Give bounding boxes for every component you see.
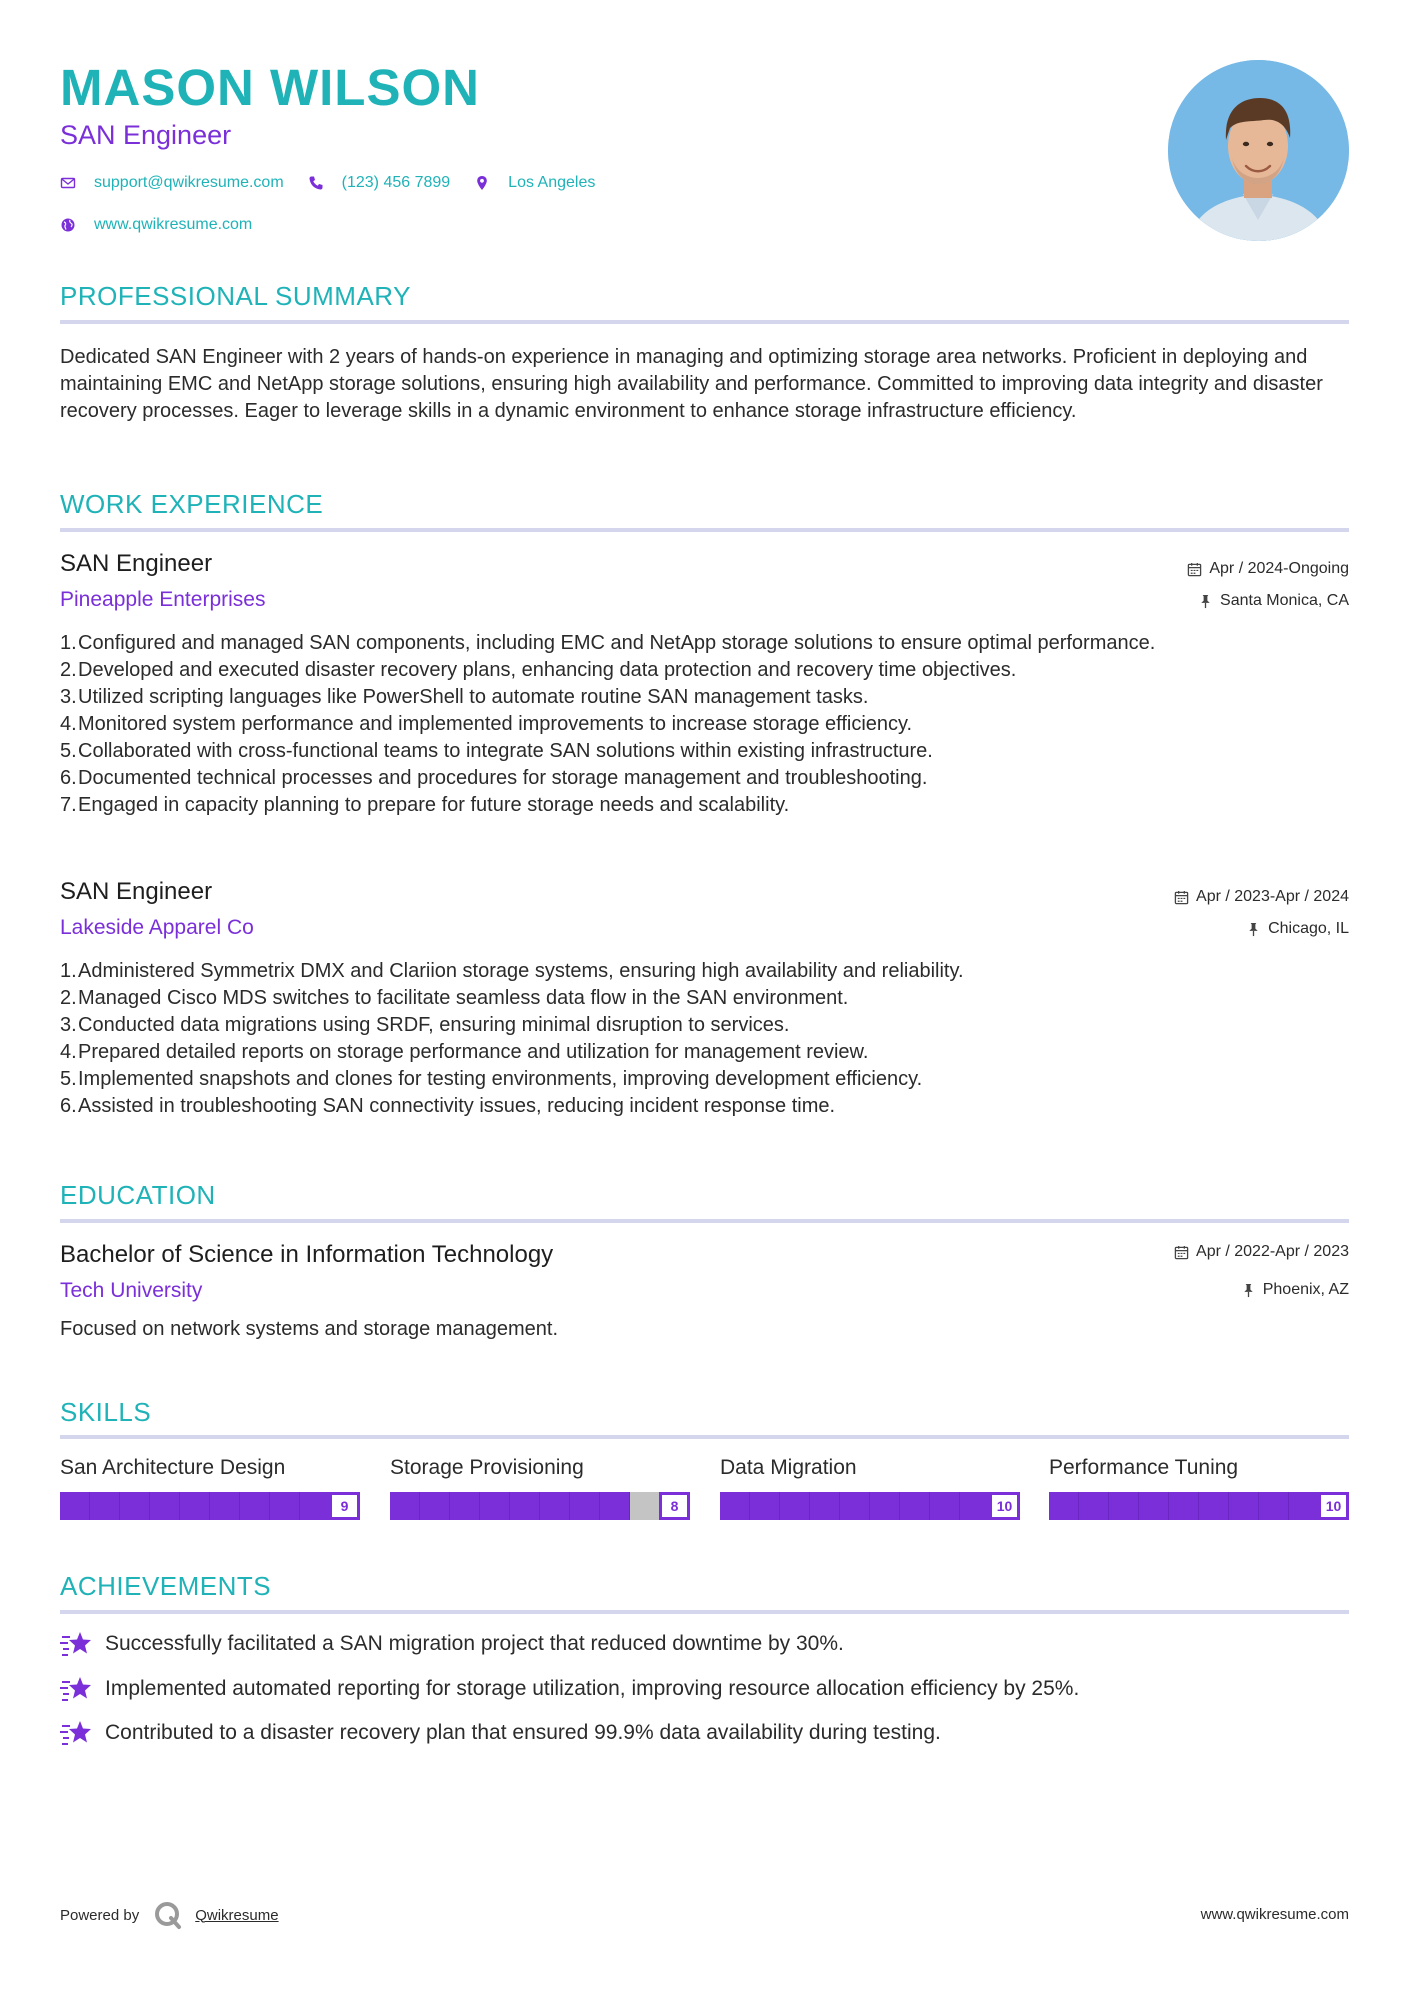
skill-name: San Architecture Design	[60, 1456, 286, 1479]
skill-item	[390, 1456, 690, 1520]
skill-segment	[810, 1492, 840, 1520]
skill-segment	[750, 1492, 780, 1520]
section-divider	[60, 320, 1349, 324]
skill-segment	[390, 1492, 420, 1520]
skill-segment	[60, 1492, 90, 1520]
skill-level-value: 10	[1318, 1492, 1349, 1520]
skill-segment	[1229, 1492, 1259, 1520]
skill-segment	[150, 1492, 180, 1520]
company-name: Pineapple Enterprises	[60, 588, 266, 611]
skill-segment	[600, 1492, 630, 1520]
skill-segment	[210, 1492, 240, 1520]
skill-segment	[420, 1492, 450, 1520]
footer-powered-by	[60, 1900, 279, 1930]
contact-row-primary	[60, 174, 619, 192]
skill-level-bar	[1049, 1492, 1349, 1520]
skill-segment	[510, 1492, 540, 1520]
skill-segment	[1109, 1492, 1139, 1520]
location-text: Los Angeles	[508, 174, 596, 191]
section-divider	[60, 1610, 1349, 1614]
section-divider	[60, 1435, 1349, 1439]
job-responsibilities	[60, 630, 1300, 819]
job-responsibilities	[60, 958, 1300, 1120]
pushpin-icon	[1241, 1283, 1256, 1298]
pushpin-icon	[1198, 594, 1213, 609]
summary-heading: PROFESSIONAL SUMMARY	[60, 281, 411, 311]
education-description: Focused on network systems and storage management.	[60, 1318, 559, 1340]
skill-level-value: 9	[329, 1492, 360, 1520]
skill-segment	[240, 1492, 270, 1520]
list-item: 5. Collaborated with cross-functional teams to integrate SAN solutions within existing infrastructure.	[60, 740, 933, 762]
skill-segment	[1139, 1492, 1169, 1520]
skill-segment	[840, 1492, 870, 1520]
calendar-icon	[1174, 1245, 1189, 1260]
skill-level-value: 8	[659, 1492, 690, 1520]
job-title: SAN Engineer	[60, 878, 213, 905]
calendar-icon	[1174, 890, 1189, 905]
skill-segment	[450, 1492, 480, 1520]
skills-heading: SKILLS	[60, 1397, 152, 1427]
achievement-text: Contributed to a disaster recovery plan that ensured 99.9% data availability during testing.	[105, 1721, 941, 1744]
job-dates-text: Apr / 2023-Apr / 2024	[1196, 888, 1349, 905]
phone-icon	[308, 175, 324, 191]
skill-segment	[480, 1492, 510, 1520]
job-title: SAN Engineer	[60, 550, 213, 577]
skill-segment	[270, 1492, 300, 1520]
company-name: Lakeside Apparel Co	[60, 916, 254, 939]
calendar-icon	[1187, 562, 1202, 577]
education-dates-text: Apr / 2022-Apr / 2023	[1196, 1243, 1349, 1260]
list-item: 6. Documented technical processes and procedures for storage management and troubleshooting.	[60, 767, 928, 789]
skill-segment	[960, 1492, 990, 1520]
list-item: 4. Prepared detailed reports on storage performance and utilization for management review.	[60, 1041, 869, 1063]
job-dates	[1174, 888, 1349, 906]
job-location	[1246, 920, 1349, 938]
skill-level-value: 10	[989, 1492, 1020, 1520]
qwikresume-link[interactable]: Qwikresume	[195, 1906, 279, 1924]
skill-segment	[1289, 1492, 1319, 1520]
degree-title: Bachelor of Science in Information Technology	[60, 1241, 554, 1268]
skill-segment	[900, 1492, 930, 1520]
job-dates-text: Apr / 2024-Ongoing	[1209, 560, 1349, 577]
skill-segment	[540, 1492, 570, 1520]
profile-photo	[1168, 60, 1349, 241]
achievements-heading: ACHIEVEMENTS	[60, 1571, 272, 1601]
experience-heading: WORK EXPERIENCE	[60, 489, 324, 519]
list-item: 3. Conducted data migrations using SRDF, ensuring minimal disruption to services.	[60, 1014, 790, 1036]
skill-segment	[1049, 1492, 1079, 1520]
skill-segment	[1199, 1492, 1229, 1520]
shooting-star-icon	[60, 1630, 92, 1658]
globe-icon	[60, 217, 76, 233]
job-location	[1198, 592, 1349, 610]
list-item: 3. Utilized scripting languages like PowerShell to automate routine SAN management tasks.	[60, 686, 869, 708]
phone-number[interactable]: (123) 456 7899	[341, 174, 451, 191]
skill-segment	[720, 1492, 750, 1520]
pushpin-icon	[1246, 922, 1261, 937]
skill-segment	[300, 1492, 330, 1520]
skill-level-bar	[720, 1492, 1020, 1520]
envelope-icon	[60, 175, 76, 191]
powered-by-label: Powered by	[60, 1906, 140, 1924]
skill-segment	[870, 1492, 900, 1520]
list-item: 6. Assisted in troubleshooting SAN connectivity issues, reducing incident response time.	[60, 1095, 836, 1117]
education-dates	[1174, 1243, 1349, 1261]
skill-segment	[180, 1492, 210, 1520]
footer-url[interactable]: www.qwikresume.com	[1200, 1906, 1349, 1923]
achievement-text: Successfully facilitated a SAN migration project that reduced downtime by 30%.	[105, 1632, 844, 1655]
achievement-item	[60, 1719, 941, 1747]
list-item: 5. Implemented snapshots and clones for testing environments, improving development efficiency.	[60, 1068, 923, 1090]
list-item: 4. Monitored system performance and implemented improvements to increase storage efficiency.	[60, 713, 913, 735]
achievement-item	[60, 1630, 844, 1658]
skill-level-bar	[60, 1492, 360, 1520]
education-location	[1241, 1281, 1349, 1299]
skill-segment	[930, 1492, 960, 1520]
skill-segment	[570, 1492, 600, 1520]
section-divider	[60, 528, 1349, 532]
achievement-text: Implemented automated reporting for storage utilization, improving resource allocation efficiency by 25%.	[105, 1677, 1080, 1700]
skill-name: Performance Tuning	[1049, 1456, 1239, 1479]
skill-segment	[1079, 1492, 1109, 1520]
list-item: 1. Administered Symmetrix DMX and Clariion storage systems, ensuring high availability and reliability.	[60, 960, 964, 982]
summary-text: Dedicated SAN Engineer with 2 years of hands-on experience in managing and optimizing storage area networks. Proficient in deploying and maintaining EMC and NetApp storage solutions, ensuring high availability and performance. Committed to improving data integrity and disaster recovery processes. Eager to leverage skills in a dynamic environment to enhance storage infrastructure efficiency.	[60, 346, 1323, 422]
skill-item	[1049, 1456, 1349, 1520]
job-location-text: Chicago, IL	[1268, 920, 1349, 937]
skill-item	[720, 1456, 1020, 1520]
shooting-star-icon	[60, 1719, 92, 1747]
skill-level-bar	[390, 1492, 690, 1520]
school-name: Tech University	[60, 1279, 203, 1302]
list-item: 1. Configured and managed SAN components, including EMC and NetApp storage solutions to ensure optimal performance.	[60, 632, 1156, 654]
skill-segment	[630, 1492, 660, 1520]
skill-segment	[780, 1492, 810, 1520]
skill-name: Storage Provisioning	[390, 1456, 584, 1479]
list-item: 7. Engaged in capacity planning to prepare for future storage needs and scalability.	[60, 794, 790, 816]
map-pin-icon	[474, 175, 490, 191]
skill-segment	[1259, 1492, 1289, 1520]
skill-name: Data Migration	[720, 1456, 857, 1479]
qwikresume-logo-icon	[153, 1900, 183, 1930]
website-link[interactable]: www.qwikresume.com	[94, 216, 253, 233]
achievement-item	[60, 1675, 1079, 1703]
candidate-name: MASON WILSON	[60, 59, 480, 116]
shooting-star-icon	[60, 1675, 92, 1703]
skill-item	[60, 1456, 360, 1520]
section-divider	[60, 1219, 1349, 1223]
list-item: 2. Developed and executed disaster recovery plans, enhancing data protection and recovery time objectives.	[60, 659, 1017, 681]
list-item: 2. Managed Cisco MDS switches to facilitate seamless data flow in the SAN environment.	[60, 987, 849, 1009]
job-dates	[1187, 560, 1349, 578]
candidate-role: SAN Engineer	[60, 120, 232, 150]
education-heading: EDUCATION	[60, 1180, 216, 1210]
skill-segment	[90, 1492, 120, 1520]
skill-segment	[120, 1492, 150, 1520]
job-location-text: Santa Monica, CA	[1220, 592, 1349, 609]
email-link[interactable]: support@qwikresume.com	[94, 174, 284, 191]
contact-row-secondary	[60, 216, 276, 234]
skill-segment	[1169, 1492, 1199, 1520]
education-location-text: Phoenix, AZ	[1262, 1281, 1349, 1298]
